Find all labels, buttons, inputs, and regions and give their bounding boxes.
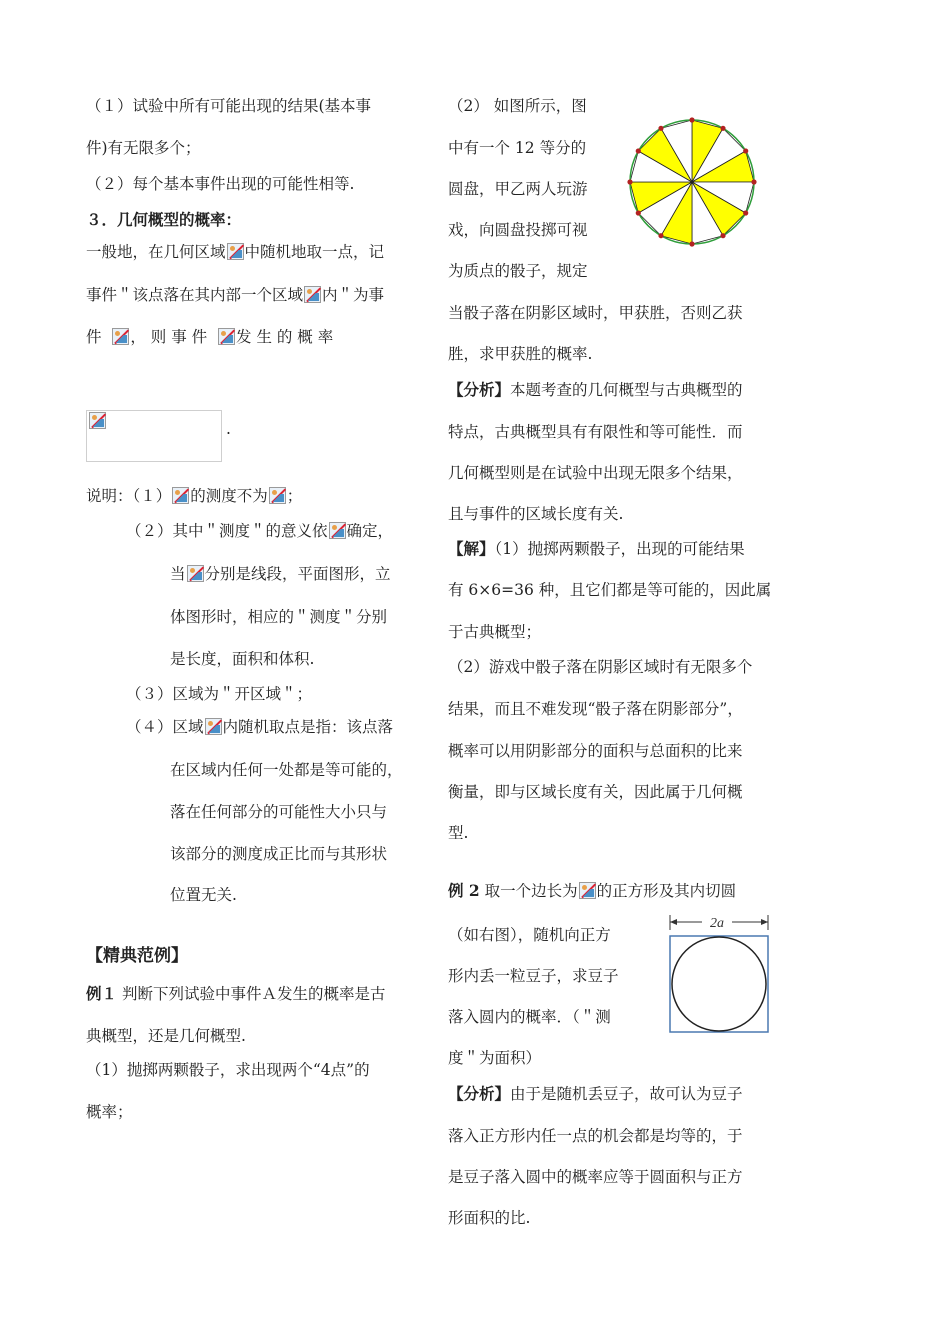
text-line: （４）区域 内随机取点是指：该点落 xyxy=(126,718,394,736)
text-line: 有 6×6=36 种，且它们都是等可能的，因此属 xyxy=(448,581,772,599)
text-line: 说明：（１） 的测度不为 ； xyxy=(86,487,303,505)
text-line: 【分析】由于是随机丢豆子，故可认为豆子 xyxy=(448,1084,743,1103)
shaded-disc-figure xyxy=(626,116,758,248)
text-line: 于古典概型； xyxy=(448,623,542,641)
text-line: 在区域内任何一处都是等可能的， xyxy=(170,761,403,779)
text-line: （１）试验中所有可能出现的结果(基本事 xyxy=(86,97,372,115)
text-line: 特点，古典概型具有有限性和等可能性．而 xyxy=(448,423,743,441)
rim-dot xyxy=(658,233,663,238)
text-line: （２）每个基本事件出现的可能性相等. xyxy=(86,175,355,193)
text-line: 该部分的测度成正比而与其形状 xyxy=(170,845,388,863)
text-line: 当骰子落在阴影区域时，甲获胜，否则乙获 xyxy=(448,304,743,322)
formula-box xyxy=(86,410,222,462)
rim-dot xyxy=(689,117,694,122)
side-length-label: 2a xyxy=(710,916,724,931)
text-line: 衡量，即与区域长度有关，因此属于几何概 xyxy=(448,783,743,801)
broken-image-icon xyxy=(187,565,204,582)
broken-image-icon xyxy=(205,718,222,735)
rim-dot xyxy=(689,241,694,246)
text-line: （３）区域为＂开区域＂； xyxy=(126,685,313,703)
text-line: （２）其中＂测度＂的意义依 确定， xyxy=(126,522,394,540)
text-line: 形内丢一粒豆子，求豆子 xyxy=(448,967,619,985)
square-outline xyxy=(670,936,768,1032)
square-incircle-figure xyxy=(664,908,774,1036)
broken-image-icon xyxy=(329,522,346,539)
broken-image-icon xyxy=(304,286,321,303)
broken-image-icon xyxy=(579,882,596,899)
text-line: 【分析】本题考查的几何概型与古典概型的 xyxy=(448,380,743,399)
broken-image-icon xyxy=(227,243,244,260)
text-line: 当 分别是线段，平面图形，立 xyxy=(170,565,391,583)
rim-dot xyxy=(658,126,663,131)
text-line: 件)有无限多个； xyxy=(86,139,201,157)
rim-dot xyxy=(720,233,725,238)
rim-dot xyxy=(636,210,641,215)
text-line: 典概型，还是几何概型. xyxy=(86,1027,246,1045)
text-line: 概率可以用阴影部分的面积与总面积的比来 xyxy=(448,742,743,760)
rim-dot xyxy=(743,210,748,215)
broken-image-icon xyxy=(269,487,286,504)
rim-dot xyxy=(751,179,756,184)
text-line: （1）抛掷两颗骰子，求出现两个“4点”的 xyxy=(86,1061,370,1079)
text-line: 体图形时，相应的＂测度＂分别 xyxy=(170,608,388,626)
text-line: 一般地，在几何区域 中随机地取一点，记 xyxy=(86,243,385,261)
text-line: 例 2 取一个边长为 的正方形及其内切圆 xyxy=(448,881,737,900)
text-line: 落入正方形内任一点的机会都是均等的，于 xyxy=(448,1127,743,1145)
broken-image-icon xyxy=(218,328,235,345)
inscribed-circle xyxy=(672,937,766,1031)
text-line: 落入圆内的概率．（＂测 xyxy=(448,1008,611,1026)
text-line: 件 ， 则 事 件 发 生 的 概 率 xyxy=(86,328,334,346)
rim-dot xyxy=(636,148,641,153)
text-line: 为质点的骰子，规定 xyxy=(448,262,588,280)
text-line: 几何概型则是在试验中出现无限多个结果， xyxy=(448,464,743,482)
rim-dot xyxy=(720,126,725,131)
text-line: 位置无关. xyxy=(170,886,237,904)
text-line: 且与事件的区域长度有关. xyxy=(448,505,624,523)
text-line: 形面积的比. xyxy=(448,1209,531,1227)
text-line: 戏，向圆盘投掷可视 xyxy=(448,221,588,239)
text-line: 型. xyxy=(448,824,469,842)
text-line: （2） 如图所示，图 xyxy=(448,97,587,115)
rim-dot xyxy=(743,148,748,153)
text-line: . xyxy=(226,420,231,438)
section-heading: 【精典范例】 xyxy=(86,946,188,966)
text-line: 是长度，面积和体积. xyxy=(170,650,315,668)
text-line: 是豆子落入圆中的概率应等于圆面积与正方 xyxy=(448,1168,743,1186)
broken-image-icon xyxy=(172,487,189,504)
text-line: 胜，求甲获胜的概率. xyxy=(448,345,593,363)
text-line: 结果，而且不难发现“骰子落在阴影部分”， xyxy=(448,700,743,718)
text-line: 中有一个 12 等分的 xyxy=(448,139,587,157)
text-line: 落在任何部分的可能性大小只与 xyxy=(170,803,388,821)
rim-dot xyxy=(627,179,632,184)
broken-image-icon xyxy=(112,328,129,345)
text-line: （2）游戏中骰子落在阴影区域时有无限多个 xyxy=(448,658,753,676)
text-line: （如右图），随机向正方 xyxy=(448,926,611,944)
section-heading: ３．几何概型的概率： xyxy=(86,210,242,229)
text-line: 【解】（1）抛掷两颗骰子，出现的可能结果 xyxy=(448,539,745,558)
text-line: 圆盘，甲乙两人玩游 xyxy=(448,180,588,198)
text-line: 概率； xyxy=(86,1103,133,1121)
text-line: 事件＂该点落在其内部一个区域 内＂为事 xyxy=(86,286,385,304)
text-line: 例１ 判断下列试验中事件Ａ发生的概率是古 xyxy=(86,984,386,1003)
broken-image-icon xyxy=(89,412,106,429)
text-line: 度＂为面积） xyxy=(448,1049,542,1067)
